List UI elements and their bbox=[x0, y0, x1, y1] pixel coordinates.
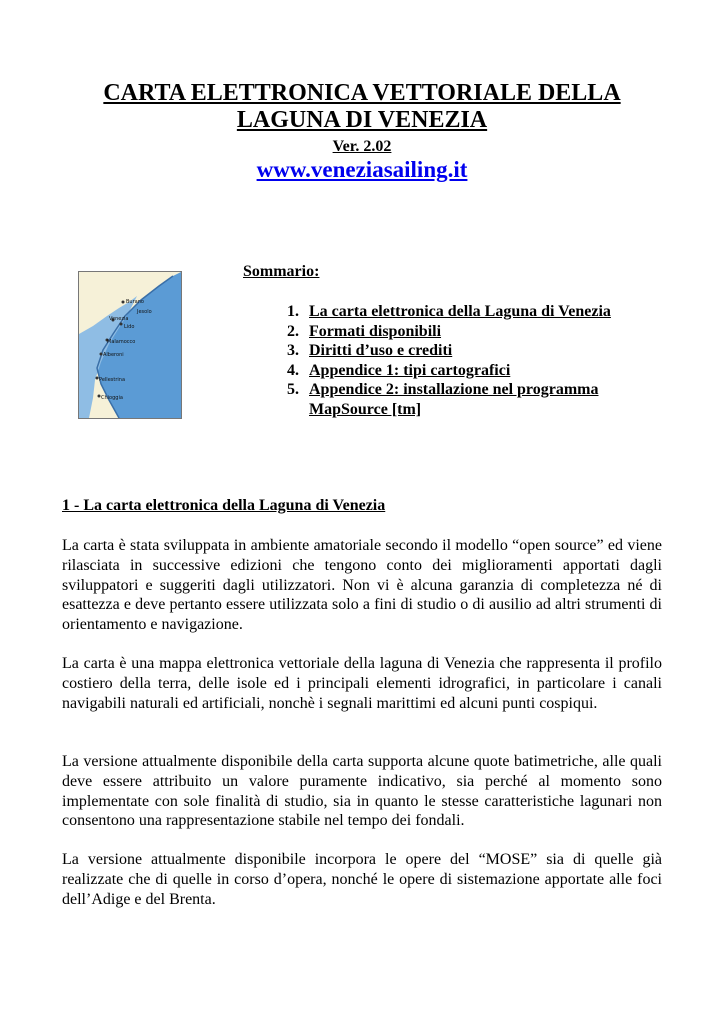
version-label: Ver. 2.02 bbox=[332, 138, 392, 155]
toc-item-number: 5. bbox=[287, 381, 299, 398]
map-label: Alberoni bbox=[103, 352, 124, 358]
map-label: Lido bbox=[124, 324, 135, 330]
map-label: Chioggia bbox=[101, 395, 123, 401]
map-label: Venezia bbox=[109, 316, 129, 322]
section-heading: 1 - La carta elettronica della Laguna di Venezia bbox=[62, 497, 386, 514]
toc-item-label[interactable]: La carta elettronica della Laguna di Venezia bbox=[309, 303, 611, 320]
toc-item-label[interactable]: Formati disponibili bbox=[309, 322, 442, 340]
toc-item[interactable] bbox=[287, 341, 647, 361]
title-line-1: CARTA ELETTRONICA VETTORIALE DELLA bbox=[103, 80, 621, 106]
toc-item-number: 2. bbox=[287, 322, 299, 340]
map-marker bbox=[122, 301, 125, 304]
toc-item-number: 3. bbox=[287, 342, 299, 359]
toc-item-label[interactable]: Diritti d’uso e crediti bbox=[309, 342, 453, 359]
toc-item[interactable] bbox=[287, 302, 647, 322]
toc-item-number: 4. bbox=[287, 361, 299, 379]
map-label: Malamocco bbox=[107, 339, 136, 345]
website-link[interactable]: www.veneziasailing.it bbox=[256, 157, 468, 182]
toc-item-label[interactable]: Appendice 2: installazione nel programma MapSource [tm] bbox=[309, 381, 599, 418]
document-title bbox=[0, 80, 724, 134]
map-marker bbox=[120, 323, 123, 326]
toc-item[interactable] bbox=[287, 380, 647, 419]
map-label: Jesolo bbox=[137, 309, 152, 315]
title-line-2: LAGUNA DI VENEZIA bbox=[236, 107, 488, 133]
body-paragraph: La versione attualmente disponibile incorpora le opere del “MOSE” sia di quelle già realizzate che di quelle in corso d’opera, nonché le opere di sistemazione apportate alle foci dell’Adige e del Brenta. bbox=[62, 851, 662, 908]
body-paragraph: La versione attualmente disponibile della carta supporta alcune quote batimetriche, alle quali deve essere attribuito un valore puramente indicativo, sia perché al momento sono implementate con sole finalità di studio, sia in quanto le stesse caratteristiche lagunari non consentono una rappresentazione stabile nel tempo dei fondali. bbox=[62, 753, 662, 830]
toc-heading: Sommario: bbox=[243, 263, 320, 280]
toc-item[interactable] bbox=[287, 361, 647, 381]
body-paragraph: La carta è stata sviluppata in ambiente amatoriale secondo il modello “open source” ed viene rilasciata in successive edizioni che tengono conto dei miglioramenti apportati dagli sviluppatori e suggeriti dagli utilizzatori. Non vi è alcuna garanzia di completezza né di esattezza e deve pertanto essere utilizzata solo a fini di studio o di ausilio ad altri strumenti di orientamento e navigazione. bbox=[62, 537, 662, 634]
lagoon-map-svg bbox=[79, 272, 181, 418]
map-label: Pellestrina bbox=[99, 377, 126, 383]
body-paragraph: La carta è una mappa elettronica vettoriale della laguna di Venezia che rappresenta il profilo costiero della terra, delle isole ed i principali elementi idrografici, in particolare i canali navigabili naturali ed artificiali, nonchè i segnali marittimi ed alcuni punti cospiqui. bbox=[62, 655, 662, 712]
map-label: Burano bbox=[126, 299, 144, 305]
toc-item-label[interactable]: Appendice 1: tipi cartografici bbox=[309, 361, 511, 379]
toc-item[interactable] bbox=[287, 322, 647, 342]
lagoon-map-thumbnail bbox=[78, 271, 182, 419]
toc-item-number: 1. bbox=[287, 303, 299, 320]
table-of-contents bbox=[287, 302, 647, 419]
